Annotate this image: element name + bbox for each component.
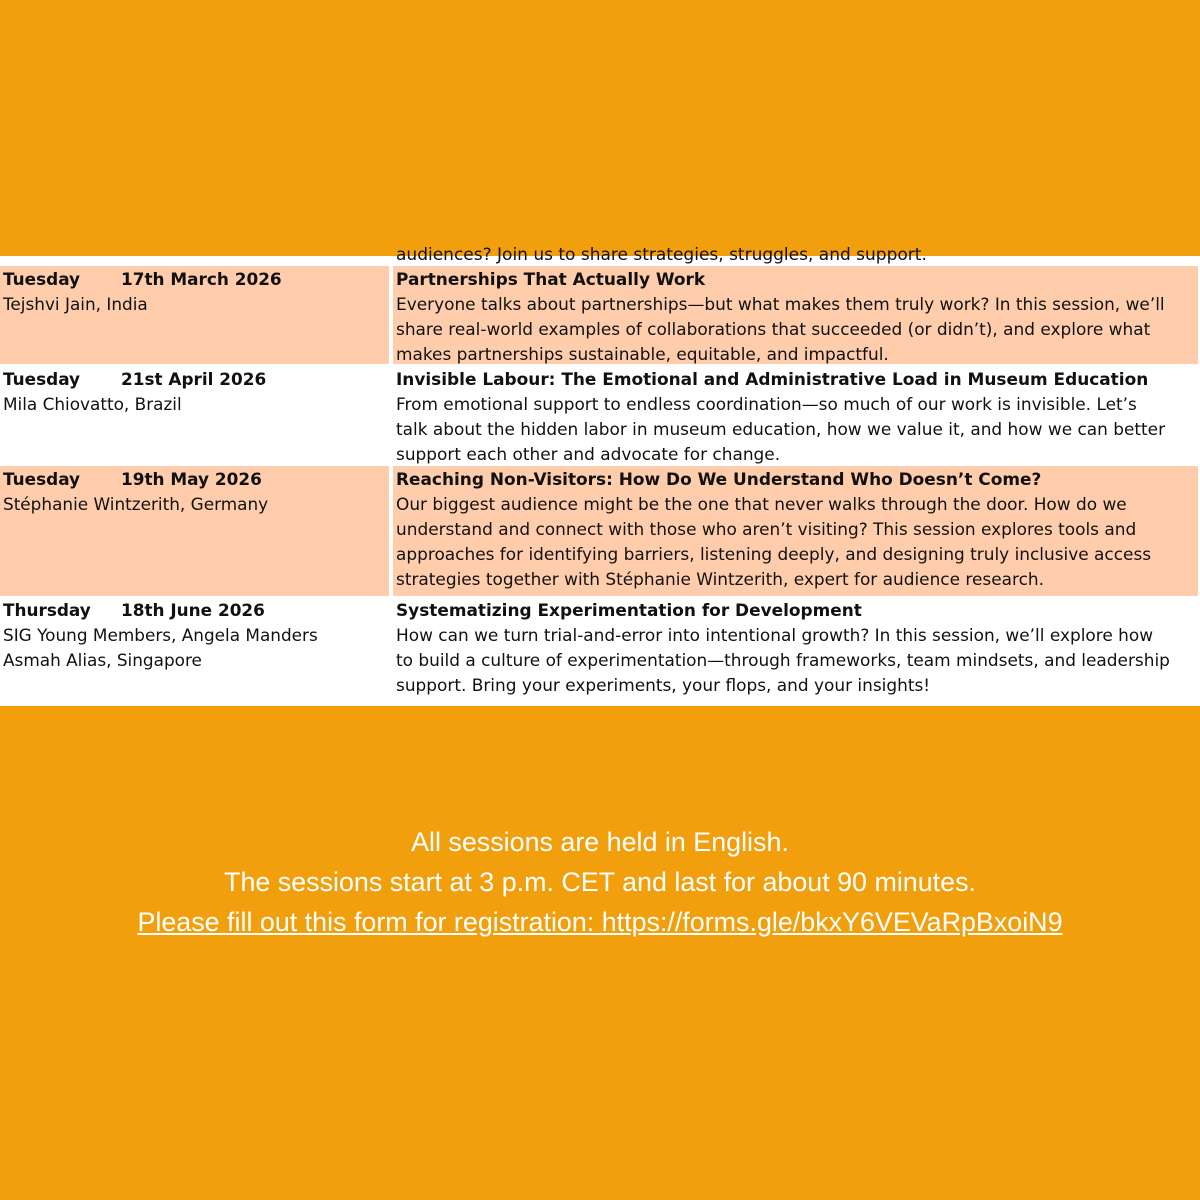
session-description-line: approaches for identifying barriers, listening deeply, and designing truly inclusive access — [396, 544, 1152, 564]
session-row-4 — [0, 597, 1200, 702]
session-description-line: Everyone talks about partnerships—but what makes them truly work? In this session, we’ll — [396, 294, 1165, 314]
session-description-line: to build a culture of experimentation—through frameworks, team mindsets, and leadership — [396, 650, 1170, 670]
registration-link[interactable]: Please fill out this form for registration: https://forms.gle/bkxY6VEVaRpBxoiN9 — [137, 907, 1063, 937]
session-description-line: talk about the hidden labor in museum education, how we value it, and how we can better — [396, 419, 1166, 439]
session-day: Tuesday — [3, 369, 81, 389]
session-detail-cell — [393, 366, 1198, 464]
session-description-line: Our biggest audience might be the one that never walks through the door. How do we — [396, 494, 1127, 514]
session-date: 19th May 2026 — [121, 469, 262, 489]
session-day: Thursday — [3, 600, 91, 620]
session-description-line: understand and connect with those who aren’t visiting? This session explores tools and — [396, 519, 1137, 539]
session-title: Systematizing Experimentation for Development — [396, 600, 862, 620]
session-row-3 — [0, 466, 1200, 596]
session-detail-cell — [393, 597, 1198, 702]
session-description-line: From emotional support to endless coordination—so much of our work is invisible. Let’s — [396, 394, 1137, 414]
session-speaker: SIG Young Members, Angela Manders — [3, 625, 318, 645]
time-note: The sessions start at 3 p.m. CET and last for about 90 minutes. — [224, 867, 976, 897]
session-title: Partnerships That Actually Work — [396, 269, 706, 289]
session-detail-cell — [393, 466, 1198, 596]
language-note: All sessions are held in English. — [411, 827, 789, 857]
session-description-line: strategies together with Stéphanie Wintzerith, expert for audience research. — [396, 569, 1044, 589]
session-day: Tuesday — [3, 469, 81, 489]
session-day: Tuesday — [3, 269, 81, 289]
session-info-cell — [0, 366, 389, 464]
session-row-1 — [0, 266, 1200, 364]
session-date: 18th June 2026 — [121, 600, 265, 620]
schedule-table — [0, 245, 1200, 706]
session-info-cell — [0, 266, 389, 364]
session-detail-cell — [393, 266, 1198, 364]
session-speaker: Mila Chiovatto, Brazil — [3, 394, 182, 414]
session-description-line: How can we turn trial-and-error into intentional growth? In this session, we’ll explore how — [396, 625, 1154, 645]
session-date: 21st April 2026 — [121, 369, 267, 389]
session-info-cell — [0, 466, 389, 596]
session-speaker: Stéphanie Wintzerith, Germany — [3, 494, 269, 514]
session-date: 17th March 2026 — [121, 269, 282, 289]
session-description-line: makes partnerships sustainable, equitable, and impactful. — [396, 344, 889, 364]
session-title: Reaching Non-Visitors: How Do We Understand Who Doesn’t Come? — [396, 469, 1042, 489]
footer-info — [0, 822, 1200, 942]
session-row-2 — [0, 366, 1200, 464]
session-description-line: support. Bring your experiments, your flops, and your insights! — [396, 675, 931, 695]
session-description-line: support each other and advocate for change. — [396, 444, 781, 464]
cutoff-description-text: audiences? Join us to share strategies, struggles, and support. — [396, 245, 927, 265]
session-description-line: share real-world examples of collaborations that succeeded (or didn’t), and explore what — [396, 319, 1151, 339]
session-speaker: Tejshvi Jain, India — [3, 294, 148, 314]
session-title: Invisible Labour: The Emotional and Administrative Load in Museum Education — [396, 369, 1149, 389]
session-info-cell — [0, 597, 389, 702]
session-speaker: Asmah Alias, Singapore — [3, 650, 202, 670]
